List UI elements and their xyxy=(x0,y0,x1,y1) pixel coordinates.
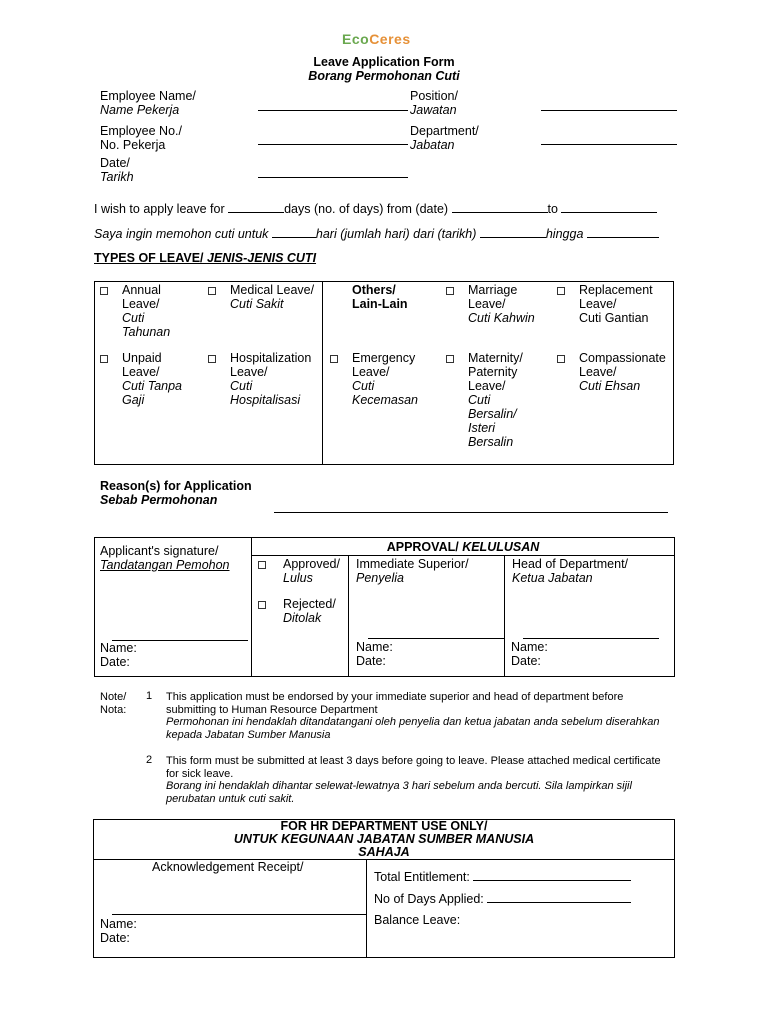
tarikh-field[interactable] xyxy=(480,237,546,238)
rejected-checkbox[interactable] xyxy=(258,601,266,609)
employee-no-field[interactable] xyxy=(258,144,408,145)
hr-divider xyxy=(366,859,367,958)
note-2-text: This form must be submitted at least 3 days before going to leave. Please attached medical certificate for sick leave. Borang ini hendaklah dihantar selewat-lewatnya 3 hari sebelum anda bercuti. Sila lampirkan sijil perubatan untuk cuti sakit. xyxy=(166,755,661,805)
days-field[interactable] xyxy=(228,212,284,213)
employee-name-field[interactable] xyxy=(258,110,408,111)
position-label: Position/ Jawatan xyxy=(410,89,458,117)
department-label: Department/ Jabatan xyxy=(410,124,479,152)
logo-eco: Eco xyxy=(342,31,370,47)
from-date-field[interactable] xyxy=(452,212,548,213)
marriage-leave-checkbox[interactable] xyxy=(446,287,454,295)
apply-sentence-en: I wish to apply leave for days (no. of days) from (date) to xyxy=(94,202,657,216)
hospitalization-leave-checkbox[interactable] xyxy=(208,355,216,363)
compassionate-leave-checkbox[interactable] xyxy=(557,355,565,363)
hod-name-date: Name: Date: xyxy=(511,640,548,668)
acknowledgement-signature-line[interactable] xyxy=(112,914,366,915)
replacement-leave-checkbox[interactable] xyxy=(557,287,565,295)
days-applied: No of Days Applied: xyxy=(374,892,631,906)
logo-ceres: Ceres xyxy=(369,31,411,47)
balance-leave: Balance Leave: xyxy=(374,913,461,927)
company-logo xyxy=(342,31,411,47)
maternity-leave-checkbox[interactable] xyxy=(446,355,454,363)
unpaid-leave-checkbox[interactable] xyxy=(100,355,108,363)
date-label: Date/ Tarikh xyxy=(100,156,134,184)
to-date-field[interactable] xyxy=(561,212,657,213)
head-of-department-label: Head of Department/ Ketua Jabatan xyxy=(512,557,629,585)
approval-divider-1 xyxy=(251,537,252,677)
employee-no-label: Employee No./ No. Pekerja xyxy=(100,124,182,152)
apply-sentence-my: Saya ingin memohon cuti untuk hari (jumlah hari) dari (tarikh) hingga xyxy=(94,227,659,241)
note-2-number: 2 xyxy=(146,754,153,766)
types-of-leave-heading: TYPES OF LEAVE/ JENIS-JENIS CUTI xyxy=(94,251,317,265)
applicant-signature-label: Applicant's signature/ Tandatangan Pemohon xyxy=(100,544,230,572)
applicant-name-date: Name: Date: xyxy=(100,641,137,669)
total-entitlement-field[interactable] xyxy=(473,880,631,881)
emergency-leave-checkbox[interactable] xyxy=(330,355,338,363)
hr-name-date: Name: Date: xyxy=(100,917,137,945)
form-title-malay: Borang Permohonan Cuti xyxy=(308,69,460,83)
note-1-text: This application must be endorsed by your immediate superior and head of department before submitting to Human Resource Department Permohonan ini hendaklah ditandatangani oleh penyelia dan ketua jabatan anda sebelum diserahkan kepada Jabatan Sumber Manusia xyxy=(166,691,660,741)
date-field[interactable] xyxy=(258,177,408,178)
note-1-number: 1 xyxy=(146,690,153,702)
days-applied-field[interactable] xyxy=(487,902,631,903)
position-field[interactable] xyxy=(541,110,677,111)
approval-header-line xyxy=(251,555,675,556)
approved-checkbox[interactable] xyxy=(258,561,266,569)
note-label: Note/ Nota: xyxy=(100,691,127,716)
reason-label: Reason(s) for Application Sebab Permohonan xyxy=(100,479,252,507)
reason-field[interactable] xyxy=(274,512,668,513)
employee-name-label: Employee Name/ Name Pekerja xyxy=(100,89,196,117)
hod-signature-line[interactable] xyxy=(523,638,659,639)
medical-leave-checkbox[interactable] xyxy=(208,287,216,295)
hari-field[interactable] xyxy=(272,237,316,238)
superior-name-date: Name: Date: xyxy=(356,640,393,668)
total-entitlement: Total Entitlement: xyxy=(374,870,631,884)
department-field[interactable] xyxy=(541,144,677,145)
superior-signature-line[interactable] xyxy=(368,638,504,639)
acknowledgement-label: Acknowledgement Receipt/ xyxy=(152,860,304,874)
approval-heading: APPROVAL/ KELULUSAN xyxy=(386,540,540,554)
approval-divider-3 xyxy=(504,555,505,677)
hingga-field[interactable] xyxy=(587,237,659,238)
hr-title: FOR HR DEPARTMENT USE ONLY/ UNTUK KEGUNAAN JABATAN SUMBER MANUSIA SAHAJA xyxy=(233,819,535,859)
form-title: Leave Application Form xyxy=(313,55,455,69)
others-label: Others/ Lain-Lain xyxy=(352,283,408,311)
annual-leave-checkbox[interactable] xyxy=(100,287,108,295)
immediate-superior-label: Immediate Superior/ Penyelia xyxy=(356,557,469,585)
